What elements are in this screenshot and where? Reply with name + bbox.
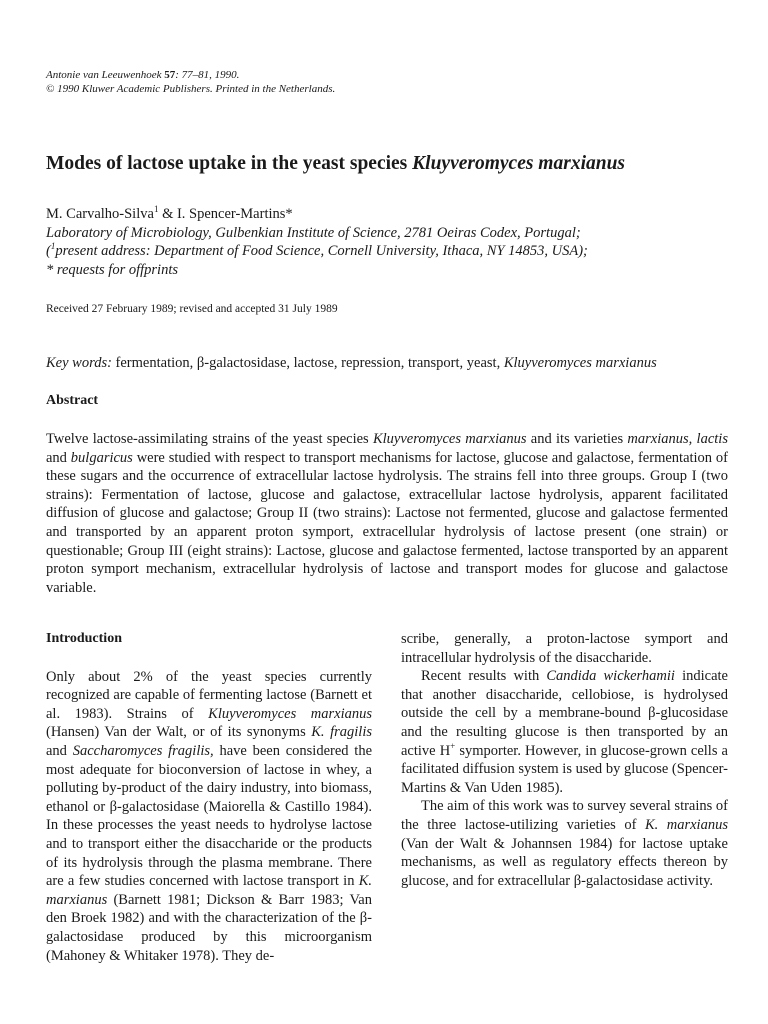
abstract-text-2: and its varieties	[526, 431, 628, 447]
intro-paragraph-1	[46, 668, 372, 966]
abstract-variety-bulgaricus: bulgaricus	[70, 449, 133, 466]
citation-line	[46, 68, 335, 82]
abstract-body	[46, 430, 728, 597]
intro-species-4: K. marxianus	[46, 873, 372, 908]
author-block	[46, 205, 736, 279]
author-1-footnote: 1	[153, 204, 159, 215]
abstract-text-4: were studied with respect to transport mechanisms for lactose, glucose and galactose, fermentation of these sugars and the occurrence of extracellular lactose hydrolysis. The strains fell into three groups. Group I (two strains): Fermentation of lactose, glucose and galactose, extracellular lactose hydrolysis, apparent facilitated diffusion of glucose and galactose; Group II (two strains): Lactose not fermented, glucose and galactose fermented and transported by an apparent proton symport, extracellular hydrolysis of lactose present (one strain) or questionable; Group III (eight strains): Lactose, glucose and galactose fermented, lactose transported by an apparent proton symport mechanism, extracellular hydrolysis of lactose and transport modes for glucose and galactose variable.	[46, 449, 728, 596]
intro-species-5: Candida wickerhamii	[546, 668, 675, 685]
intro-text-8: symporter. However, in glucose-grown cells a facilitated diffusion system is used by glucose (Spencer-Martins & Van Uden 1985).	[401, 742, 728, 796]
copyright-line: © 1990 Kluwer Academic Publishers. Printed in the Netherlands.	[46, 83, 336, 95]
abstract-heading: Abstract	[46, 393, 99, 408]
author-1: M. Carvalho-Silva	[46, 206, 154, 222]
left-column	[46, 630, 372, 965]
intro-species-3: Saccharomyces fragilis,	[72, 742, 214, 759]
intro-text-3: and	[46, 742, 73, 759]
keywords-list: fermentation, β-galactosidase, lactose, repression, transport, yeast,	[111, 355, 504, 371]
abstract-text-1: Twelve lactose-assimilating strains of the yeast species	[46, 431, 373, 447]
received-date: Received 27 February 1989; revised and accepted 31 July 1989	[46, 303, 338, 315]
offprints-note: * requests for offprints	[46, 261, 178, 278]
keywords	[46, 354, 736, 372]
volume-number: 57	[164, 69, 176, 81]
intro-text-5: (Barnett 1981; Dickson & Barr 1983; Van den Broek 1982) and with the characterization of the β-galactosidase produced by this microorganism (Mahoney & Whitaker 1978). They de-	[46, 891, 372, 964]
intro-continuation: scribe, generally, a proton-lactose symport and intracellular hydrolysis of the disaccharide.	[401, 631, 728, 666]
abstract-text-3: and	[46, 449, 71, 466]
intro-species-6: K. marxianus	[644, 816, 728, 833]
author-2: I. Spencer-Martins*	[176, 206, 293, 222]
journal-name: Antonie van Leeuwenhoek	[46, 69, 162, 81]
abstract-species: Kluyveromyces marxianus	[372, 431, 527, 447]
keywords-species: Kluyveromyces marxianus	[503, 355, 657, 371]
intro-species-2: K. fragilis	[311, 724, 372, 741]
present-footnote: 1	[50, 241, 56, 252]
present-address	[46, 242, 736, 261]
author-separator: &	[158, 206, 177, 222]
journal-header	[46, 68, 335, 96]
present-open: (	[46, 243, 51, 259]
introduction-heading: Introduction	[46, 631, 122, 646]
title-main: Modes of lactose uptake in the yeast species	[46, 153, 413, 174]
right-column	[401, 630, 728, 890]
pages-year: : 77–81, 1990.	[175, 69, 240, 81]
author-line	[46, 205, 736, 224]
keywords-label: Key words:	[46, 355, 112, 371]
intro-text-2: (Hansen) Van der Walt, or of its synonyms	[46, 724, 312, 741]
intro-text-10: (Van der Walt & Johannsen 1984) for lactose uptake mechanisms, as well as regulatory effects thereon by glucose, and for extracellular β-galactosidase activity.	[401, 835, 728, 889]
intro-text-9: The aim of this work was to survey several strains of the three lactose-utilizing varieties of	[401, 798, 728, 833]
intro-text-4: have been considered the most adequate for bioconversion of lactose in whey, a polluting by-product of the dairy industry, into biomass, ethanol or β-galactosidase (Maiorella & Castillo 1984). In these processes the yeast needs to hydrolyse lactose and to transport either the disaccharide or the products of its hydrolysis through the plasma membrane. There are a few studies concerned with lactose transport in	[46, 742, 373, 890]
affiliation: Laboratory of Microbiology, Gulbenkian Institute of Science, 2781 Oeiras Codex, Portugal;	[46, 224, 581, 241]
intro-species-1: Kluyveromyces marxianus	[208, 705, 372, 722]
intro-text-6: Recent results with	[421, 668, 547, 685]
abstract-varieties: marxianus, lactis	[627, 431, 728, 447]
present-address-text: present address: Department of Food Science, Cornell University, Ithaca, NY 14853, USA);	[55, 243, 588, 259]
intro-paragraph-2	[401, 667, 728, 797]
paper-title	[46, 152, 736, 176]
intro-paragraph-3	[401, 797, 728, 890]
proton-superscript: +	[450, 740, 456, 751]
title-species: Kluyveromyces marxianus	[412, 153, 626, 174]
intro-text-7: indicate that another disaccharide, cellobiose, is hydrolysed outside the cell by a membrane-bound β-glucosidase and the resulting glucose is then transported by an active H	[401, 668, 728, 759]
intro-text-1: Only about 2% of the yeast species currently recognized are capable of fermenting lactose (Barnett et al. 1983). Strains of	[46, 668, 372, 722]
